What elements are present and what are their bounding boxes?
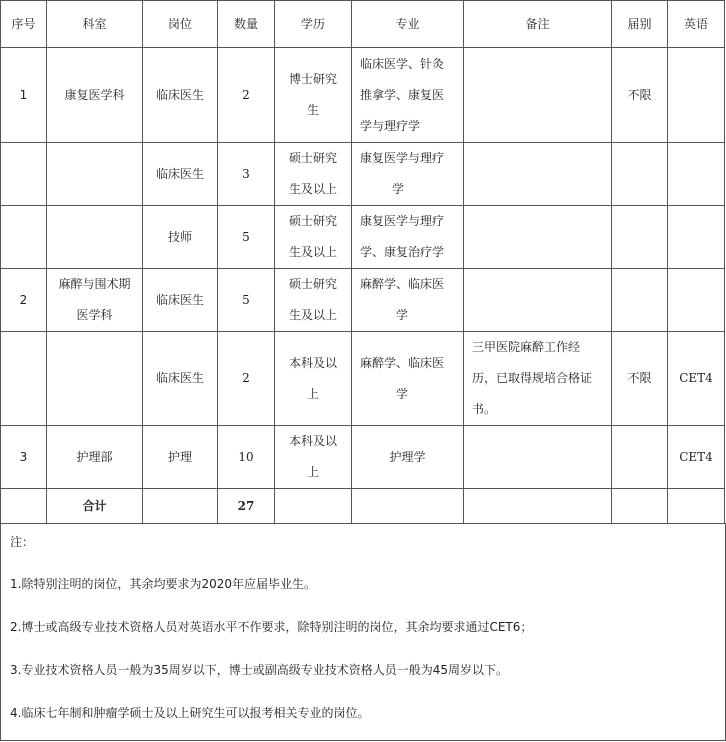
cell-edu bbox=[275, 332, 352, 426]
major-line: 麻醉学、临床医 bbox=[360, 355, 445, 370]
cell-edu bbox=[275, 269, 352, 332]
edu-line: 上 bbox=[306, 465, 319, 479]
header-row bbox=[1, 1, 725, 48]
header-year: 届别 bbox=[612, 1, 668, 48]
note-item: 3.专业技术资格人员一般为35周岁以下，博士或副高级专业技术资格人员一般为45周岁以下。 bbox=[10, 663, 508, 677]
header-major: 专业 bbox=[352, 1, 464, 48]
header-edu: 学历 bbox=[275, 1, 352, 48]
header-english: 英语 bbox=[668, 1, 725, 48]
cell-remark bbox=[464, 269, 612, 332]
edu-line: 硕士研究 bbox=[288, 277, 337, 291]
table-row bbox=[1, 143, 725, 206]
table-row bbox=[1, 48, 725, 143]
remark-line: 三甲医院麻醉工作经 bbox=[472, 340, 581, 354]
cell-remark bbox=[464, 332, 612, 426]
cell-qty: 2 bbox=[218, 48, 275, 143]
cell-dept bbox=[47, 143, 143, 206]
cell-major bbox=[352, 332, 464, 426]
cell-qty: 5 bbox=[218, 206, 275, 269]
cell-seq: 3 bbox=[1, 426, 47, 489]
edu-line: 生 bbox=[306, 103, 319, 117]
remark-line: 书。 bbox=[472, 402, 497, 416]
cell-dept: 护理部 bbox=[47, 426, 143, 489]
table-row bbox=[1, 269, 725, 332]
cell-seq: 1 bbox=[1, 48, 47, 143]
cell-edu bbox=[275, 48, 352, 143]
cell-english: CET4 bbox=[668, 332, 725, 426]
edu-line: 生及以上 bbox=[288, 245, 337, 259]
cell-remark bbox=[464, 143, 612, 206]
cell-english: CET4 bbox=[668, 426, 725, 489]
edu-line: 硕士研究 bbox=[288, 214, 337, 228]
cell-qty: 2 bbox=[218, 332, 275, 426]
cell-year bbox=[612, 206, 668, 269]
cell-remark bbox=[464, 426, 612, 489]
major-line: 麻醉学、临床医 bbox=[360, 277, 445, 291]
cell-english bbox=[668, 269, 725, 332]
cell-major bbox=[352, 269, 464, 332]
dept-line: 麻醉与围术期 bbox=[58, 277, 131, 291]
cell-year bbox=[612, 143, 668, 206]
cell-dept bbox=[47, 269, 143, 332]
total-row bbox=[1, 489, 725, 524]
cell-year bbox=[612, 269, 668, 332]
table-row bbox=[1, 332, 725, 426]
major-line: 康复医学与理疗 bbox=[360, 214, 445, 228]
cell-year: 不限 bbox=[612, 48, 668, 143]
edu-line: 本科及以 bbox=[288, 434, 337, 448]
cell-edu bbox=[275, 143, 352, 206]
note-item: 2.博士或高级专业技术资格人员对英语水平不作要求，除特别注明的岗位，其余均要求通过CET6； bbox=[10, 620, 533, 634]
cell-seq bbox=[1, 332, 47, 426]
cell-major bbox=[352, 206, 464, 269]
cell-remark bbox=[464, 206, 612, 269]
edu-line: 生及以上 bbox=[288, 308, 337, 322]
major-line: 学与理疗学 bbox=[360, 118, 421, 133]
major-line: 康复医学与理疗 bbox=[360, 151, 445, 165]
table-row bbox=[1, 426, 725, 489]
cell-post: 技师 bbox=[143, 206, 218, 269]
major-line: 推拿学、康复医 bbox=[360, 87, 445, 102]
cell-post: 临床医生 bbox=[143, 269, 218, 332]
header-seq: 序号 bbox=[1, 1, 47, 48]
cell-post: 护理 bbox=[143, 426, 218, 489]
table-row bbox=[1, 206, 725, 269]
cell-english bbox=[668, 143, 725, 206]
cell-post: 临床医生 bbox=[143, 143, 218, 206]
cell-post: 临床医生 bbox=[143, 332, 218, 426]
notes-section bbox=[0, 523, 726, 741]
major-line: 临床医学、针灸 bbox=[360, 56, 445, 71]
edu-line: 硕士研究 bbox=[288, 151, 337, 165]
note-item: 4.临床七年制和肿瘤学硕士及以上研究生可以报考相关专业的岗位。 bbox=[10, 706, 370, 720]
total-label: 合计 bbox=[47, 489, 143, 524]
cell-edu bbox=[275, 426, 352, 489]
cell-seq bbox=[1, 143, 47, 206]
cell-qty: 10 bbox=[218, 426, 275, 489]
cell-dept bbox=[47, 332, 143, 426]
dept-line: 医学科 bbox=[76, 308, 113, 322]
total-qty: 27 bbox=[218, 489, 275, 524]
cell-seq: 2 bbox=[1, 269, 47, 332]
cell-qty: 5 bbox=[218, 269, 275, 332]
cell-english bbox=[668, 206, 725, 269]
cell-dept: 康复医学科 bbox=[47, 48, 143, 143]
edu-line: 博士研究 bbox=[288, 72, 337, 86]
cell-year bbox=[612, 426, 668, 489]
major-line: 学 bbox=[392, 182, 405, 196]
cell-major: 护理学 bbox=[352, 426, 464, 489]
header-qty: 数量 bbox=[218, 1, 275, 48]
cell-qty: 3 bbox=[218, 143, 275, 206]
cell-major bbox=[352, 143, 464, 206]
cell-post: 临床医生 bbox=[143, 48, 218, 143]
cell-dept bbox=[47, 206, 143, 269]
cell-english bbox=[668, 48, 725, 143]
cell-major bbox=[352, 48, 464, 143]
header-remark: 备注 bbox=[464, 1, 612, 48]
header-dept: 科室 bbox=[47, 1, 143, 48]
note-item: 1.除特别注明的岗位，其余均要求为2020年应届毕业生。 bbox=[10, 577, 316, 591]
remark-line: 历，已取得规培合格证 bbox=[472, 371, 593, 385]
major-line: 学 bbox=[396, 308, 409, 322]
major-line: 学 bbox=[396, 386, 409, 401]
cell-seq bbox=[1, 206, 47, 269]
edu-line: 上 bbox=[306, 386, 319, 401]
edu-line: 本科及以 bbox=[288, 355, 337, 370]
cell-remark bbox=[464, 48, 612, 143]
major-line: 学、康复治疗学 bbox=[360, 245, 445, 259]
edu-line: 生及以上 bbox=[288, 182, 337, 196]
cell-edu bbox=[275, 206, 352, 269]
cell-year: 不限 bbox=[612, 332, 668, 426]
notes-title: 注： bbox=[10, 535, 35, 549]
header-post: 岗位 bbox=[143, 1, 218, 48]
